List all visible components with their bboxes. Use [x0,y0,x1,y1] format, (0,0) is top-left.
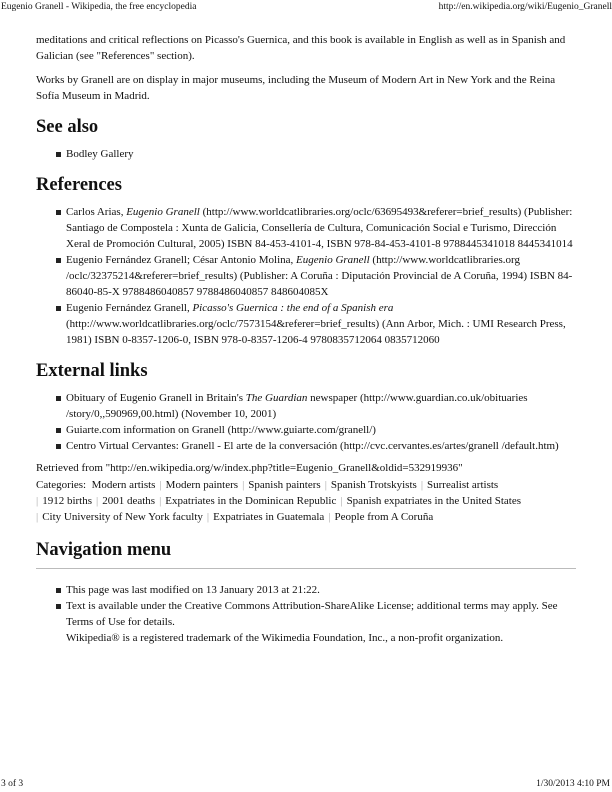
last-modified-item: This page was last modified on 13 January 2013 at 21:22. [66,582,576,598]
category-separator: | [324,479,327,491]
category-link[interactable]: Expatriates in Guatemala [213,511,325,523]
external-links-list [36,390,576,454]
see-also-list [36,146,576,162]
reference-item [66,204,576,252]
category-link[interactable]: Modern painters [165,479,239,491]
reference-item [66,300,576,348]
category-separator: | [328,511,331,523]
reference-title-link[interactable]: Eugenio Granell [296,254,370,266]
body-paragraph-2: Works by Granell are on display in major museums, including the Museum of Modern Art in New York and the Reina Sofía Museum in Madrid. [36,74,556,102]
reference-title-link[interactable]: Picasso's Guernica : the end of a Spanish era [192,302,394,314]
category-link[interactable]: Modern artists [91,479,156,491]
external-link-text[interactable]: Guiarte.com information on Granell (http://www.guiarte.com/granell/) [66,424,376,436]
footer-info-list [36,582,576,646]
reference-item [66,252,576,300]
license-text[interactable]: Text is available under the Creative Commons Attribution-ShareAlike License; additional terms may apply. See Terms of Use for details. [66,600,558,628]
categories-label[interactable]: Categories: [36,479,87,491]
category-separator: | [36,511,39,523]
references-list [36,204,576,348]
print-datetime: 1/30/2013 4:10 PM [536,779,610,789]
print-header-title: Eugenio Granell - Wikipedia, the free encyclopedia [1,2,197,12]
category-link[interactable]: City University of New York faculty [42,511,203,523]
external-link-item[interactable] [66,438,576,454]
category-link[interactable]: People from A Coruña [334,511,434,523]
categories-bar [36,477,576,525]
reference-details: (http://www.worldcatlibraries.org /oclc/32375214&referer=brief_results) (Publisher: A Coruña : Diputación Provincial de A Coruña, 1994) ISBN 84-86040-85-X 9788486040857 9788486040857 848604085X [66,254,573,298]
category-separator: | [340,495,343,507]
category-separator: | [159,479,162,491]
see-also-link[interactable]: Bodley Gallery [66,148,134,160]
external-link-text[interactable]: Centro Virtual Cervantes: Granell - El arte de la conversación (http://cvc.cervantes.es/artes/granell /default.htm) [66,440,559,452]
category-separator: | [159,495,162,507]
reference-author: Eugenio Fernández Granell, [66,302,193,314]
external-link-item[interactable] [66,390,576,422]
reference-details: (http://www.worldcatlibraries.org/oclc/63695493&referer=brief_results) (Publisher: Santiago de Compostela : Xunta de Galicia, Consellería de Cultura, Comunicación Social e Turismo, Dirección Xeral de Promoción Cultural, 2005) ISBN 84-453-4101-4, ISBN 978-84-453-4101-8 9788445341018 8445341014 [66,206,573,250]
see-also-item[interactable] [66,146,576,162]
category-separator: | [420,479,424,491]
category-link[interactable]: Spanish expatriates in the United States [346,495,521,507]
print-header-url: http://en.wikipedia.org/wiki/Eugenio_Granell [438,2,612,12]
body-paragraph-1: meditations and critical reflections on Picasso's Guernica, and this book is available in English as well as in Spanish and Galician (see "References" section). [36,34,566,62]
category-separator: | [36,495,39,507]
category-separator: | [96,495,99,507]
print-header [0,0,612,14]
see-also-heading: See also [36,117,99,137]
reference-details: (http://www.worldcatlibraries.org/oclc/7573154&referer=brief_results) (Ann Arbor, Mich. : UMI Research Press, 1981) ISBN 0-8357-1206-0, ISBN 978-0-8357-1206-4 9780835712064 0835712060 [66,318,566,346]
page-number: 3 of 3 [1,779,24,789]
reference-title-link[interactable]: Eugenio Granell [126,206,200,218]
external-links-heading: External links [36,361,148,381]
category-link[interactable]: Expatriates in the Dominican Republic [165,495,337,507]
category-separator: | [206,511,210,523]
external-link-item[interactable] [66,422,576,438]
external-link-text[interactable]: Obituary of Eugenio Granell in Britain's [66,392,246,404]
category-separator: | [242,479,245,491]
category-link[interactable]: Spanish painters [248,479,321,491]
category-link[interactable]: 1912 births [42,495,93,507]
print-footer [0,778,612,792]
external-link-url[interactable]: newspaper (http://www.guardian.co.uk/obituaries /story/0,,590969,00.html) (November 10, 2001) [66,392,528,420]
trademark-text: Wikipedia® is a registered trademark of the Wikimedia Foundation, Inc., a non-profit organization. [66,632,504,644]
category-link[interactable]: Surrealist artists [427,479,499,491]
license-item [66,598,576,646]
navigation-menu-heading: Navigation menu [36,539,576,569]
reference-author: Eugenio Fernández Granell; César Antonio Molina, [66,254,297,266]
external-link-italic[interactable]: The Guardian [245,392,308,404]
category-link[interactable]: 2001 deaths [102,495,156,507]
reference-author: Carlos Arias, [66,206,127,218]
references-heading: References [36,175,122,195]
article-content [36,32,576,652]
retrieved-from: Retrieved from "http://en.wikipedia.org/w/index.php?title=Eugenio_Granell&oldid=532919936" [36,462,463,474]
category-link[interactable]: Spanish Trotskyists [330,479,417,491]
